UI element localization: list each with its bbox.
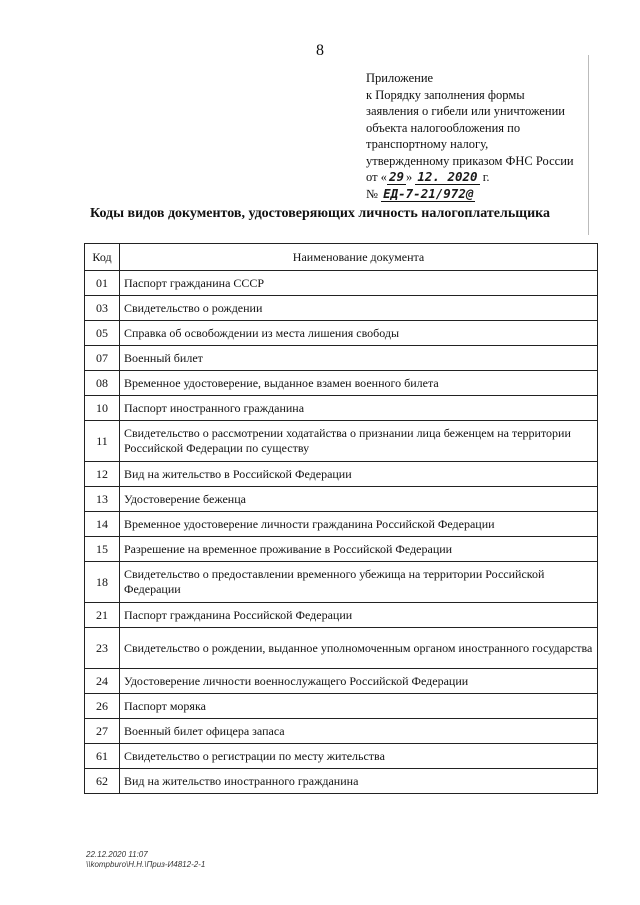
table-row — [85, 669, 598, 694]
header-name: Наименование документа — [120, 244, 598, 271]
row-name: Свидетельство о рассмотрении ходатайства о признании лица беженцем на территории Российской Федерации по существу — [120, 421, 598, 462]
date-day: 29 — [388, 169, 404, 184]
table-row — [85, 271, 598, 296]
table-header-row — [85, 244, 598, 271]
row-code: 18 — [85, 562, 120, 603]
appendix-number-line — [366, 186, 606, 203]
row-name: Паспорт гражданина Российской Федерации — [120, 603, 598, 628]
row-name: Разрешение на временное проживание в Российской Федерации — [120, 537, 598, 562]
table-row — [85, 421, 598, 462]
row-name: Паспорт иностранного гражданина — [120, 396, 598, 421]
row-name: Паспорт гражданина СССР — [120, 271, 598, 296]
row-name: Справка об освобождении из места лишения свободы — [120, 321, 598, 346]
row-name: Военный билет — [120, 346, 598, 371]
footer-timestamp: 22.12.2020 11:07 — [86, 850, 148, 859]
date-prefix: от « — [366, 170, 387, 184]
row-code: 14 — [85, 512, 120, 537]
date-month-year: 12. 2020 — [417, 169, 478, 184]
row-name: Вид на жительство иностранного гражданина — [120, 769, 598, 794]
row-name: Военный билет офицера запаса — [120, 719, 598, 744]
row-name: Вид на жительство в Российской Федерации — [120, 462, 598, 487]
table-row — [85, 603, 598, 628]
row-code: 11 — [85, 421, 120, 462]
appendix-line: Приложение — [366, 71, 434, 85]
appendix-line: транспортному налогу, — [366, 137, 489, 151]
row-code: 23 — [85, 628, 120, 669]
date-mid: » — [406, 170, 416, 184]
table-row — [85, 346, 598, 371]
page-number: 8 — [316, 42, 324, 59]
row-code: 01 — [85, 271, 120, 296]
table-row — [85, 296, 598, 321]
table-row — [85, 487, 598, 512]
table-row — [85, 512, 598, 537]
row-code: 62 — [85, 769, 120, 794]
row-name: Временное удостоверение личности гражданина Российской Федерации — [120, 512, 598, 537]
row-code: 05 — [85, 321, 120, 346]
footer-stamp — [86, 850, 205, 870]
appendix-date-line — [366, 169, 606, 186]
table-row — [85, 562, 598, 603]
table-row — [85, 537, 598, 562]
row-name: Свидетельство о рождении, выданное уполномоченным органом иностранного государства — [120, 628, 598, 669]
row-code: 24 — [85, 669, 120, 694]
row-code: 08 — [85, 371, 120, 396]
table-row — [85, 694, 598, 719]
row-code: 21 — [85, 603, 120, 628]
table-row — [85, 321, 598, 346]
number-prefix: № — [366, 186, 382, 201]
table-row — [85, 371, 598, 396]
row-code: 26 — [85, 694, 120, 719]
header-code: Код — [85, 244, 120, 271]
row-code: 27 — [85, 719, 120, 744]
appendix-block — [366, 70, 606, 202]
appendix-line: утвержденному приказом ФНС России — [366, 153, 574, 168]
row-code: 61 — [85, 744, 120, 769]
table-row — [85, 462, 598, 487]
table-row — [85, 744, 598, 769]
row-code: 15 — [85, 537, 120, 562]
table-row — [85, 769, 598, 794]
document-title: Коды видов документов, удостоверяющих личность налогоплательщика — [89, 206, 551, 221]
row-name: Удостоверение личности военнослужащего Российской Федерации — [120, 669, 598, 694]
footer-file-path: \\kompburo\Н.Н.\Приз-И4812-2-1 — [86, 860, 206, 869]
row-code: 10 — [85, 396, 120, 421]
appendix-line: объекта налогообложения по — [366, 120, 521, 135]
codes-table — [84, 243, 598, 794]
row-name: Свидетельство о предоставлении временного убежища на территории Российской Федерации — [120, 562, 598, 603]
row-name: Паспорт моряка — [120, 694, 598, 719]
appendix-line: заявления о гибели или уничтожении — [366, 104, 565, 118]
row-name: Свидетельство о регистрации по месту жительства — [120, 744, 598, 769]
row-code: 12 — [85, 462, 120, 487]
row-name: Удостоверение беженца — [120, 487, 598, 512]
row-code: 07 — [85, 346, 120, 371]
date-year-suffix: г. — [479, 170, 490, 184]
row-code: 03 — [85, 296, 120, 321]
row-code: 13 — [85, 487, 120, 512]
row-name: Временное удостоверение, выданное взамен военного билета — [120, 371, 598, 396]
table-row — [85, 719, 598, 744]
table-row — [85, 396, 598, 421]
appendix-line: к Порядку заполнения формы — [366, 87, 525, 102]
order-number: ЕД-7-21/972@ — [383, 185, 474, 201]
row-name: Свидетельство о рождении — [120, 296, 598, 321]
table-row — [85, 628, 598, 669]
